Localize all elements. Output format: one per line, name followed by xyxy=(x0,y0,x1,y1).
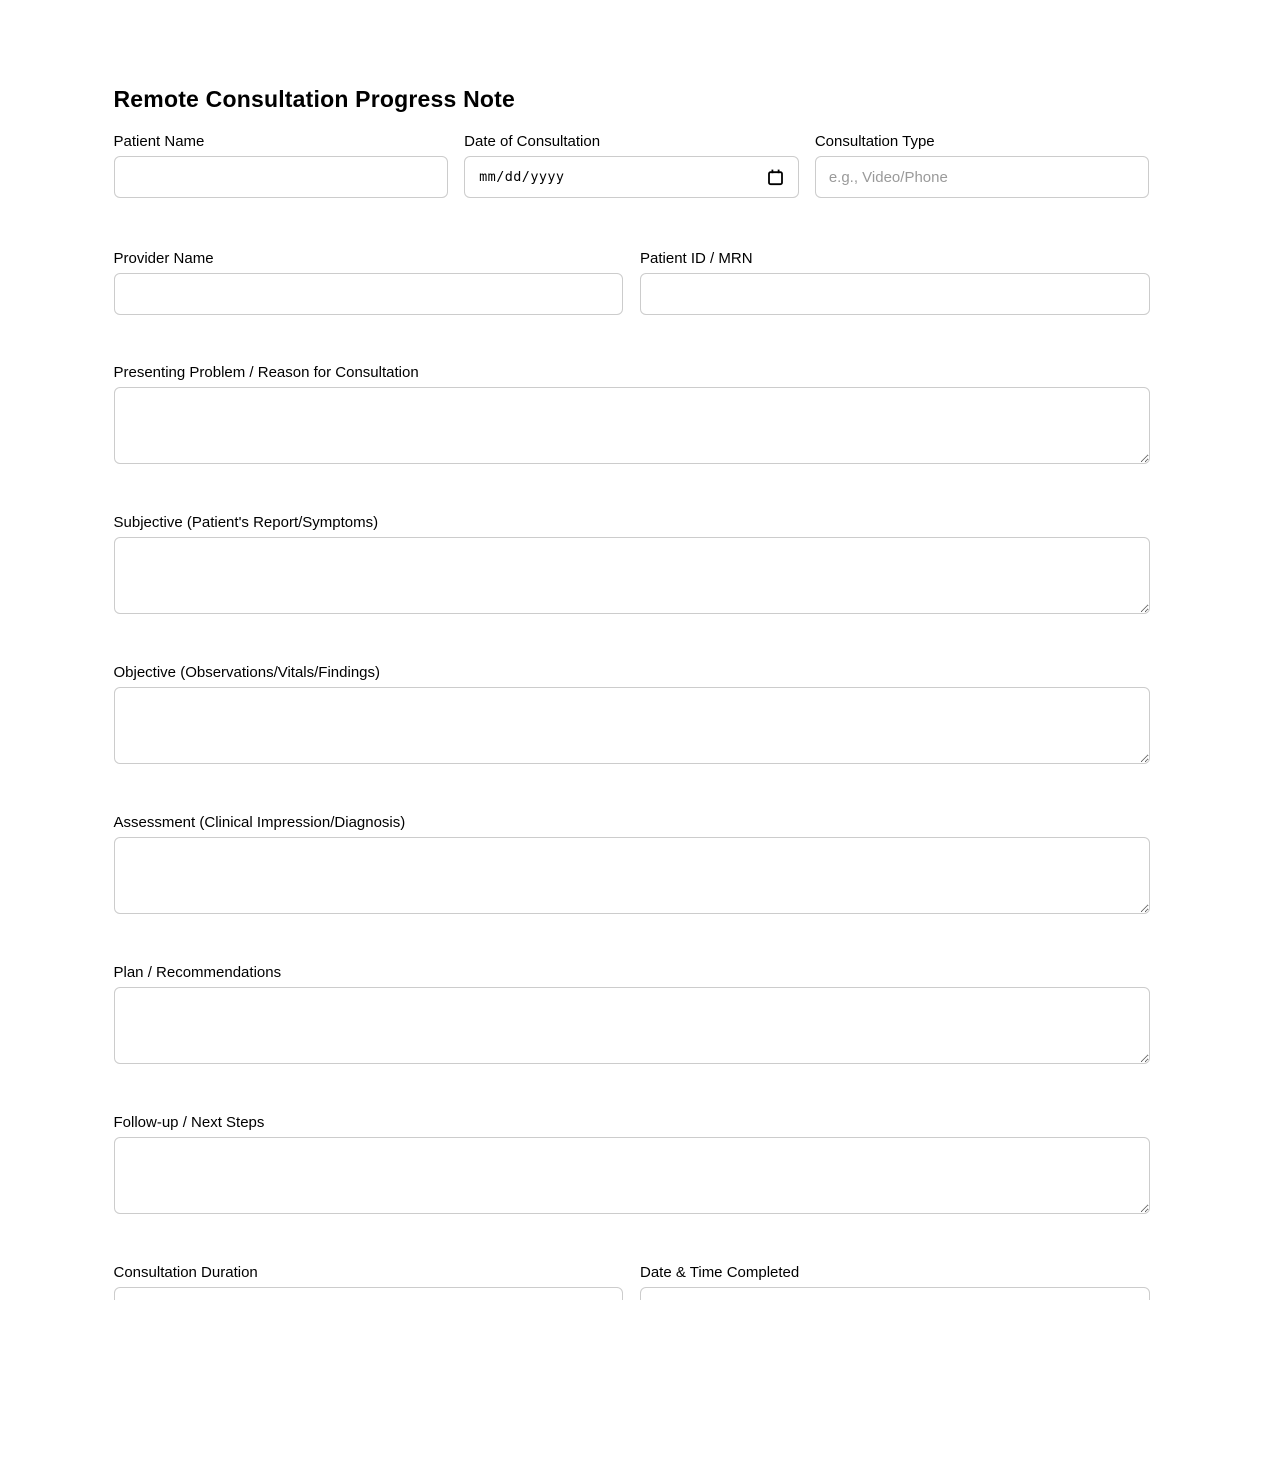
provider-name-field-group xyxy=(114,250,624,315)
consultation-type-field-group xyxy=(815,133,1150,198)
follow-up-textarea[interactable] xyxy=(114,1137,1150,1214)
calendar-icon[interactable] xyxy=(767,169,784,186)
provider-name-label: Provider Name xyxy=(113,250,214,267)
objective-textarea[interactable] xyxy=(114,687,1150,764)
presenting-problem-label: Presenting Problem / Reason for Consultation xyxy=(113,364,419,381)
objective-label: Objective (Observations/Vitals/Findings) xyxy=(113,664,380,681)
plan-field-group xyxy=(114,964,1150,1064)
date-placeholder-text: mm/dd/yyyy xyxy=(479,169,565,185)
patient-id-mrn-input[interactable] xyxy=(640,273,1150,315)
datetime-completed-input[interactable] xyxy=(640,1287,1150,1300)
consultation-type-label: Consultation Type xyxy=(814,133,935,150)
follow-up-label: Follow-up / Next Steps xyxy=(113,1114,265,1131)
date-of-consultation-input[interactable] xyxy=(464,156,799,198)
datetime-completed-field-group xyxy=(640,1264,1150,1300)
assessment-label: Assessment (Clinical Impression/Diagnosis) xyxy=(113,814,406,831)
patient-name-label: Patient Name xyxy=(113,133,205,150)
objective-field-group xyxy=(114,664,1150,764)
row-duration-completed xyxy=(114,1264,1150,1300)
datetime-completed-label: Date & Time Completed xyxy=(640,1264,800,1281)
date-of-consultation-field-group xyxy=(464,133,799,198)
presenting-problem-textarea[interactable] xyxy=(114,387,1150,464)
subjective-label: Subjective (Patient's Report/Symptoms) xyxy=(113,514,379,531)
patient-id-mrn-label: Patient ID / MRN xyxy=(640,250,753,267)
consultation-type-input[interactable] xyxy=(815,156,1150,198)
consultation-form xyxy=(114,0,1150,1300)
row-patient-date-type xyxy=(114,133,1150,198)
patient-name-field-group xyxy=(114,133,449,198)
presenting-problem-field-group xyxy=(114,364,1150,464)
row-provider-patientid xyxy=(114,250,1150,315)
consultation-duration-input[interactable] xyxy=(114,1287,624,1300)
follow-up-field-group xyxy=(114,1114,1150,1214)
date-of-consultation-label: Date of Consultation xyxy=(464,133,601,150)
plan-textarea[interactable] xyxy=(114,987,1150,1064)
page-title: Remote Consultation Progress Note xyxy=(113,86,515,112)
provider-name-input[interactable] xyxy=(114,273,624,315)
subjective-field-group xyxy=(114,514,1150,614)
assessment-field-group xyxy=(114,814,1150,914)
plan-label: Plan / Recommendations xyxy=(113,964,282,981)
consultation-duration-label: Consultation Duration xyxy=(113,1264,258,1281)
patient-name-input[interactable] xyxy=(114,156,449,198)
subjective-textarea[interactable] xyxy=(114,537,1150,614)
patient-id-mrn-field-group xyxy=(640,250,1150,315)
assessment-textarea[interactable] xyxy=(114,837,1150,914)
consultation-duration-field-group xyxy=(114,1264,624,1300)
